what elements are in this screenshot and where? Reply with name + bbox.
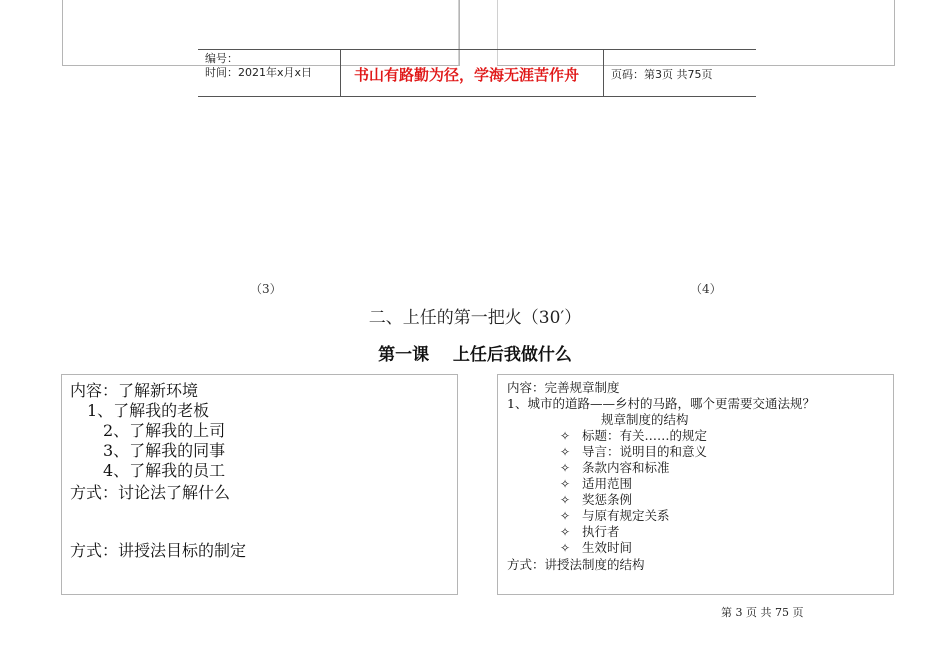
right-question: 1、城市的道路——乡村的马路，哪个更需要交通法规？ <box>507 396 815 411</box>
left-method-discussion: 方式：讨论法了解什么 <box>70 483 231 502</box>
serial-label: 编号： <box>205 52 238 65</box>
list-item: ✧ 生效时间 <box>560 540 633 555</box>
diamond-outline-icon: ✧ <box>560 461 571 475</box>
lesson-title: 第一课 上任后我做什么 <box>378 345 572 365</box>
diamond-outline-icon: ✧ <box>560 493 571 507</box>
motto-text: 书山有路勤为径，学海无涯苦作舟 <box>354 66 580 84</box>
left-content-heading: 内容：了解新环境 <box>70 381 199 400</box>
right-content-box <box>497 374 894 595</box>
list-item: ✧ 条款内容和标准 <box>560 460 670 475</box>
list-item: ✧ 适用范围 <box>560 476 633 491</box>
list-item: ✧ 与原有规定关系 <box>560 508 670 523</box>
previous-table-cell-right <box>497 0 895 66</box>
previous-table-divider-right <box>497 0 498 65</box>
figure-label-3: （3） <box>250 282 282 296</box>
list-item: 3、了解我的同事 <box>103 441 226 460</box>
page-label: 页码：第3页 共75页 <box>611 68 713 81</box>
list-item: 1、了解我的老板 <box>87 401 210 420</box>
list-item: ✧ 标题：有关……的规定 <box>560 428 708 443</box>
figure-label-4: （4） <box>690 282 722 296</box>
diamond-outline-icon: ✧ <box>560 477 571 491</box>
right-content-heading: 内容：完善规章制度 <box>507 380 620 395</box>
time-label: 时间：2021年x月x日 <box>205 66 313 79</box>
diamond-outline-icon: ✧ <box>560 509 571 523</box>
diamond-outline-icon: ✧ <box>560 429 571 443</box>
header-top-rule <box>198 49 756 50</box>
previous-table-cell-left <box>62 0 460 66</box>
list-item: ✧ 导言：说明目的和意义 <box>560 444 708 459</box>
header-bottom-rule <box>198 96 756 97</box>
left-method-lecture: 方式：讲授法目标的制定 <box>70 541 247 560</box>
left-content-box <box>61 374 458 595</box>
page-footer: 第 3 页 共 75 页 <box>721 606 804 619</box>
diamond-outline-icon: ✧ <box>560 541 571 555</box>
right-method-lecture: 方式：讲授法制度的结构 <box>507 557 645 572</box>
list-item: 4、了解我的员工 <box>103 461 226 480</box>
list-item: ✧ 奖惩条例 <box>560 492 633 507</box>
list-item: 2、了解我的上司 <box>103 421 226 440</box>
section-title: 二、上任的第一把火（30′） <box>368 308 582 328</box>
header-divider-1 <box>340 49 341 96</box>
previous-table-divider-left <box>458 0 459 65</box>
list-item: ✧ 执行者 <box>560 524 620 539</box>
diamond-outline-icon: ✧ <box>560 525 571 539</box>
header-divider-2 <box>603 49 604 96</box>
diamond-outline-icon: ✧ <box>560 445 571 459</box>
structure-title: 规章制度的结构 <box>601 412 689 427</box>
